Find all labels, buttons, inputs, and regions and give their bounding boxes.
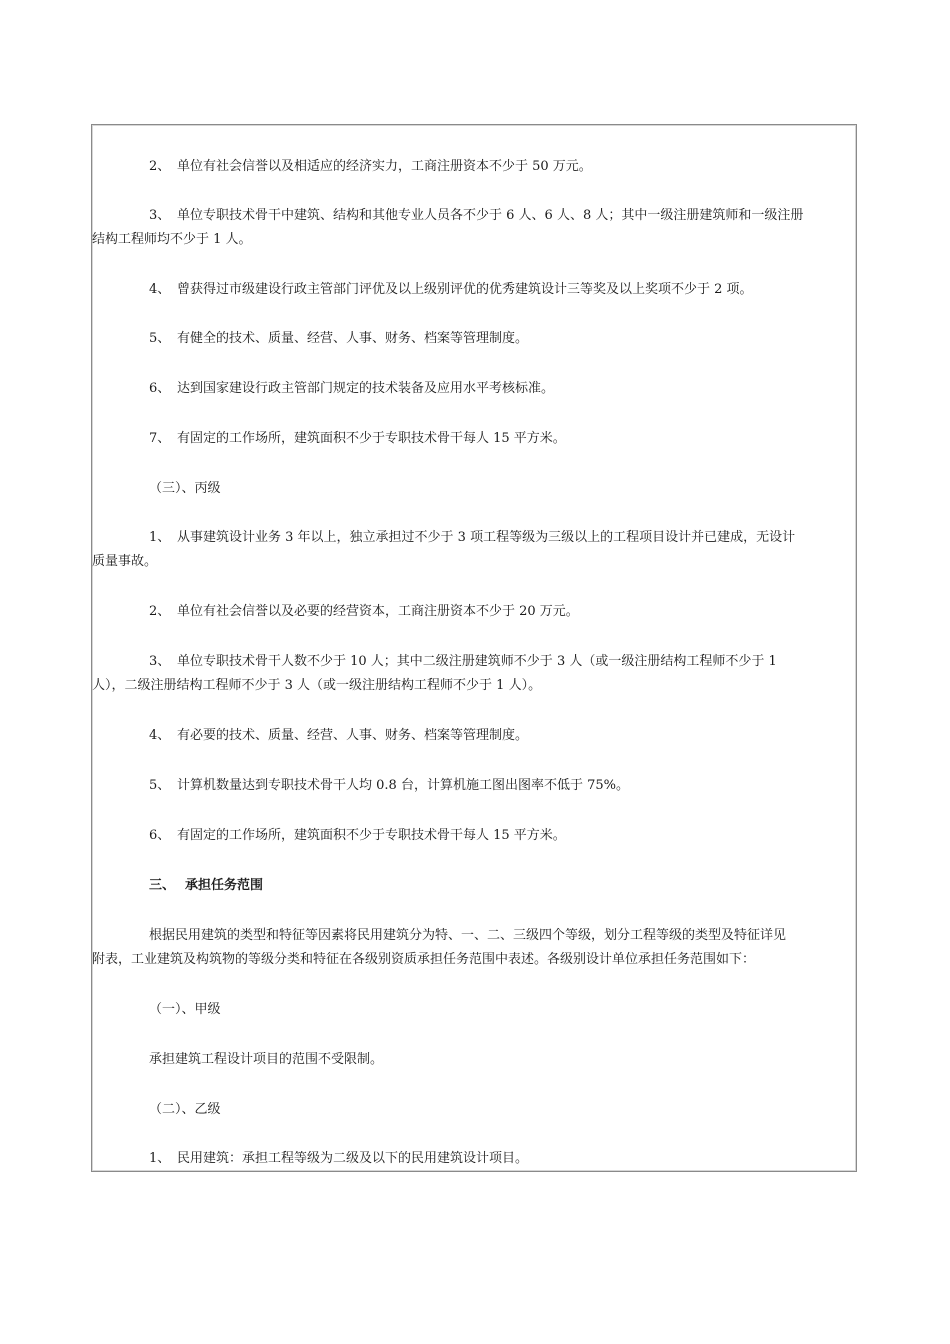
paragraph-text: 计算机数量达到专职技术骨干人均 0.8 台，计算机施工图出图率不低于 75%。 (177, 778, 629, 793)
paragraph-text: 单位有社会信誉以及必要的经营资本，工商注册资本不少于 20 万元。 (177, 604, 579, 619)
paragraph-yi-1 (92, 1147, 856, 1171)
paragraph-b4 (92, 278, 856, 302)
paragraph-text: 单位专职技术骨干人数不少于 10 人；其中二级注册建筑师不少于 3 人（或一级注册结构工程师不少于 1 (177, 654, 777, 669)
paragraph-scope-intro (92, 924, 856, 972)
paragraph-b5 (92, 327, 856, 351)
paragraph-text: 民用建筑：承担工程等级为二级及以下的民用建筑设计项目。 (177, 1151, 529, 1166)
paragraph-text: 承担建筑工程设计项目的范围不受限制。 (149, 1052, 384, 1067)
paragraph-c2 (92, 600, 856, 624)
paragraph-continuation: 人），二级注册结构工程师不少于 3 人（或一级注册结构工程师不少于 1 人）。 (92, 678, 542, 693)
subsection-title: （三）、丙级 (149, 481, 221, 496)
paragraph-c4 (92, 724, 856, 748)
item-number: 2、 (149, 604, 171, 619)
section-title: 承担任务范围 (185, 878, 264, 893)
paragraph-text: 曾获得过市级建设行政主管部门评优及以上级别评优的优秀建筑设计三等奖及以上奖项不少于 2 项。 (177, 282, 753, 297)
item-number: 3、 (149, 654, 171, 669)
paragraph-c1 (92, 526, 856, 574)
paragraph-continuation: 附表，工业建筑及构筑物的等级分类和特征在各级别资质承担任务范围中表述。各级别设计单位承担任务范围如下： (92, 952, 756, 967)
subsection-title: （一）、甲级 (149, 1002, 221, 1017)
paragraph-text: 有健全的技术、质量、经营、人事、财务、档案等管理制度。 (177, 331, 529, 346)
document-frame (91, 124, 857, 1172)
paragraph-b6 (92, 377, 856, 401)
paragraph-text: 有固定的工作场所，建筑面积不少于专职技术骨干每人 15 平方米。 (177, 431, 566, 446)
item-number: 6、 (149, 828, 171, 843)
paragraph-c3 (92, 650, 856, 698)
paragraph-text: 有必要的技术、质量、经营、人事、财务、档案等管理制度。 (177, 728, 529, 743)
paragraph-b2 (92, 155, 856, 179)
paragraph-text: 达到国家建设行政主管部门规定的技术装备及应用水平考核标准。 (177, 381, 555, 396)
item-number: 4、 (149, 728, 171, 743)
item-number: 6、 (149, 381, 171, 396)
section-heading-bing (92, 477, 856, 501)
subsection-title: （二）、乙级 (149, 1102, 221, 1117)
item-number: 2、 (149, 159, 171, 174)
paragraph-continuation: 结构工程师均不少于 1 人。 (92, 232, 252, 247)
paragraph-c6 (92, 824, 856, 848)
item-number: 7、 (149, 431, 171, 446)
paragraph-text: 有固定的工作场所，建筑面积不少于专职技术骨干每人 15 平方米。 (177, 828, 566, 843)
item-number: 5、 (149, 778, 171, 793)
item-number: 5、 (149, 331, 171, 346)
item-number: 4、 (149, 282, 171, 297)
paragraph-c5 (92, 774, 856, 798)
item-number: 1、 (149, 1151, 171, 1166)
paragraph-jia-scope (92, 1048, 856, 1072)
paragraph-b3 (92, 204, 856, 252)
item-number: 3、 (149, 208, 171, 223)
section-number: 三、 (149, 878, 176, 893)
paragraph-text: 从事建筑设计业务 3 年以上，独立承担过不少于 3 项工程等级为三级以上的工程项目设计并已建成，无设计 (177, 530, 796, 545)
paragraph-continuation: 质量事故。 (92, 554, 158, 569)
section-heading-jia (92, 998, 856, 1022)
paragraph-text: 单位有社会信誉以及相适应的经济实力，工商注册资本不少于 50 万元。 (177, 159, 592, 174)
item-number: 1、 (149, 530, 171, 545)
section-heading-yi (92, 1098, 856, 1122)
paragraph-text: 单位专职技术骨干中建筑、结构和其他专业人员各不少于 6 人、6 人、8 人；其中一级注册建筑师和一级注册 (177, 208, 804, 223)
section-heading-scope (92, 874, 856, 898)
paragraph-text: 根据民用建筑的类型和特征等因素将民用建筑分为特、一、二、三级四个等级，划分工程等级的类型及特征详见 (149, 928, 787, 943)
paragraph-b7 (92, 427, 856, 451)
